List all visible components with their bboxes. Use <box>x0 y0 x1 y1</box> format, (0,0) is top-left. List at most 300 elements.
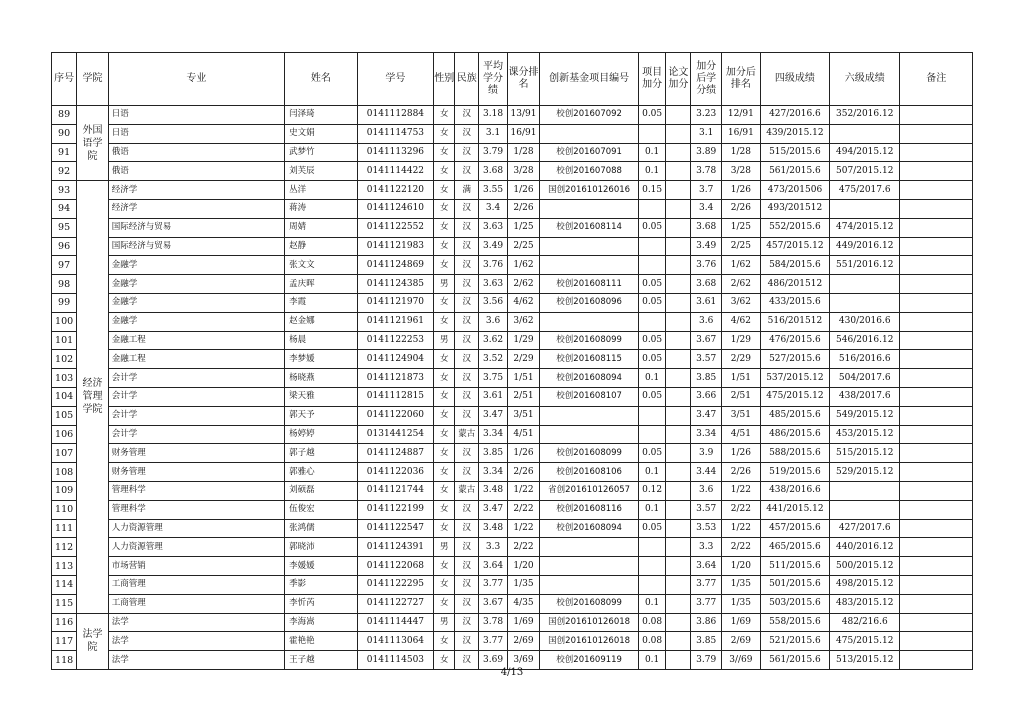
ethnicity-cell: 汉 <box>455 387 479 406</box>
major-cell: 国际经济与贸易 <box>108 218 284 237</box>
adjusted-gpa-cell: 3.76 <box>691 256 721 275</box>
innovation-project-id-cell <box>540 557 639 576</box>
average-gpa-cell: 3.63 <box>479 218 507 237</box>
cet6-score-cell <box>830 500 900 519</box>
ethnicity-cell: 汉 <box>455 124 479 143</box>
serial-number-cell: 103 <box>52 369 77 388</box>
remarks-cell <box>900 538 973 557</box>
column-header: 加分后学分绩 <box>691 53 721 106</box>
student-name-cell: 季影 <box>285 575 357 594</box>
gender-cell: 男 <box>434 275 455 294</box>
adjusted-gpa-cell: 3.6 <box>691 481 721 500</box>
student-id-cell: 0141112815 <box>357 387 434 406</box>
innovation-project-id-cell <box>540 199 639 218</box>
remarks-cell <box>900 256 973 275</box>
cet6-score-cell: 453/2015.12 <box>830 425 900 444</box>
adjusted-rank-cell: 1/35 <box>721 594 760 613</box>
serial-number-cell: 107 <box>52 444 77 463</box>
project-bonus-cell <box>638 575 665 594</box>
adjusted-rank-cell: 3/51 <box>721 406 760 425</box>
serial-number-cell: 101 <box>52 331 77 350</box>
student-name-cell: 李媛媛 <box>285 557 357 576</box>
paper-bonus-cell <box>666 387 691 406</box>
remarks-cell <box>900 500 973 519</box>
gender-cell: 女 <box>434 425 455 444</box>
ethnicity-cell: 汉 <box>455 632 479 651</box>
student-id-cell: 0141121744 <box>357 481 434 500</box>
serial-number-cell: 89 <box>52 106 77 125</box>
gpa-rank-cell: 2/22 <box>507 500 540 519</box>
paper-bonus-cell <box>666 632 691 651</box>
adjusted-gpa-cell: 3.79 <box>691 651 721 670</box>
cet6-score-cell: 529/2015.12 <box>830 463 900 482</box>
cet6-score-cell: 438/2017.6 <box>830 387 900 406</box>
adjusted-rank-cell: 12/91 <box>721 106 760 125</box>
table-row <box>52 143 973 162</box>
major-cell: 日语 <box>108 124 284 143</box>
ethnicity-cell: 汉 <box>455 293 479 312</box>
college-cell: 法学院 <box>77 613 109 669</box>
major-cell: 会计学 <box>108 369 284 388</box>
paper-bonus-cell <box>666 500 691 519</box>
average-gpa-cell: 3.69 <box>479 651 507 670</box>
cet6-score-cell: 549/2015.12 <box>830 406 900 425</box>
table-row <box>52 312 973 331</box>
adjusted-rank-cell: 1/26 <box>721 444 760 463</box>
remarks-cell <box>900 575 973 594</box>
major-cell: 财务管理 <box>108 444 284 463</box>
major-cell: 工商管理 <box>108 575 284 594</box>
gpa-rank-cell: 1/28 <box>507 143 540 162</box>
project-bonus-cell <box>638 256 665 275</box>
student-name-cell: 李忻芮 <box>285 594 357 613</box>
cet4-score-cell: 473/201506 <box>760 181 829 200</box>
column-header: 备注 <box>900 53 973 106</box>
innovation-project-id-cell <box>540 124 639 143</box>
gpa-rank-cell: 3/51 <box>507 406 540 425</box>
student-name-cell: 赵静 <box>285 237 357 256</box>
cet4-score-cell: 503/2015.6 <box>760 594 829 613</box>
student-id-cell: 0141113296 <box>357 143 434 162</box>
gpa-rank-cell: 1/26 <box>507 181 540 200</box>
ethnicity-cell: 蒙古 <box>455 481 479 500</box>
adjusted-rank-cell: 4/51 <box>721 425 760 444</box>
ethnicity-cell: 汉 <box>455 256 479 275</box>
innovation-project-id-cell: 校创201608116 <box>540 500 639 519</box>
cet4-score-cell: 457/2015.6 <box>760 519 829 538</box>
remarks-cell <box>900 481 973 500</box>
adjusted-rank-cell: 1/35 <box>721 575 760 594</box>
innovation-project-id-cell: 校创201608114 <box>540 218 639 237</box>
major-cell: 金融工程 <box>108 350 284 369</box>
header-row <box>52 53 973 106</box>
student-id-cell: 0141114447 <box>357 613 434 632</box>
adjusted-gpa-cell: 3.9 <box>691 444 721 463</box>
innovation-project-id-cell: 校创201608094 <box>540 519 639 538</box>
cet4-score-cell: 439/2015.12 <box>760 124 829 143</box>
table-row <box>52 387 973 406</box>
student-id-cell: 0141122120 <box>357 181 434 200</box>
column-header: 课分排名 <box>507 53 540 106</box>
cet4-score-cell: 552/2015.6 <box>760 218 829 237</box>
innovation-project-id-cell: 校创201608094 <box>540 369 639 388</box>
student-name-cell: 梁天雅 <box>285 387 357 406</box>
adjusted-rank-cell: 1/22 <box>721 519 760 538</box>
cet4-score-cell: 441/2015.12 <box>760 500 829 519</box>
adjusted-gpa-cell: 3.77 <box>691 594 721 613</box>
student-name-cell: 孟庆晖 <box>285 275 357 294</box>
student-name-cell: 李海嵩 <box>285 613 357 632</box>
ethnicity-cell: 汉 <box>455 444 479 463</box>
innovation-project-id-cell <box>540 312 639 331</box>
ethnicity-cell: 汉 <box>455 106 479 125</box>
adjusted-gpa-cell: 3.23 <box>691 106 721 125</box>
adjusted-rank-cell: 3/28 <box>721 162 760 181</box>
remarks-cell <box>900 594 973 613</box>
cet6-score-cell: 475/2017.6 <box>830 181 900 200</box>
ethnicity-cell: 汉 <box>455 519 479 538</box>
project-bonus-cell <box>638 406 665 425</box>
gender-cell: 女 <box>434 256 455 275</box>
gpa-rank-cell: 4/35 <box>507 594 540 613</box>
average-gpa-cell: 3.4 <box>479 199 507 218</box>
cet6-score-cell: 475/2015.12 <box>830 632 900 651</box>
innovation-project-id-cell <box>540 538 639 557</box>
average-gpa-cell: 3.48 <box>479 481 507 500</box>
cet4-score-cell: 516/201512 <box>760 312 829 331</box>
innovation-project-id-cell: 国创201610126016 <box>540 181 639 200</box>
cet6-score-cell <box>830 199 900 218</box>
student-name-cell: 史文娟 <box>285 124 357 143</box>
innovation-project-id-cell: 校创201608107 <box>540 387 639 406</box>
student-id-cell: 0141122068 <box>357 557 434 576</box>
innovation-project-id-cell: 省创201610126057 <box>540 481 639 500</box>
gender-cell: 女 <box>434 387 455 406</box>
gpa-rank-cell: 2/25 <box>507 237 540 256</box>
serial-number-cell: 97 <box>52 256 77 275</box>
adjusted-rank-cell: 2/22 <box>721 538 760 557</box>
adjusted-gpa-cell: 3.86 <box>691 613 721 632</box>
cet4-score-cell: 515/2015.6 <box>760 143 829 162</box>
student-name-cell: 张文文 <box>285 256 357 275</box>
serial-number-cell: 110 <box>52 500 77 519</box>
paper-bonus-cell <box>666 275 691 294</box>
remarks-cell <box>900 444 973 463</box>
average-gpa-cell: 3.68 <box>479 162 507 181</box>
project-bonus-cell: 0.05 <box>638 293 665 312</box>
serial-number-cell: 105 <box>52 406 77 425</box>
student-name-cell: 武梦竹 <box>285 143 357 162</box>
project-bonus-cell: 0.05 <box>638 387 665 406</box>
adjusted-rank-cell: 2/25 <box>721 237 760 256</box>
student-name-cell: 刘硕磊 <box>285 481 357 500</box>
adjusted-gpa-cell: 3.78 <box>691 162 721 181</box>
serial-number-cell: 112 <box>52 538 77 557</box>
ethnicity-cell: 汉 <box>455 575 479 594</box>
cet4-score-cell: 558/2015.6 <box>760 613 829 632</box>
ethnicity-cell: 汉 <box>455 651 479 670</box>
cet4-score-cell: 588/2015.6 <box>760 444 829 463</box>
student-id-cell: 0141122060 <box>357 406 434 425</box>
student-id-cell: 0141114753 <box>357 124 434 143</box>
student-name-cell: 郭晓沛 <box>285 538 357 557</box>
gpa-rank-cell: 16/91 <box>507 124 540 143</box>
gender-cell: 女 <box>434 162 455 181</box>
cet6-score-cell: 482/216.6 <box>830 613 900 632</box>
innovation-project-id-cell <box>540 425 639 444</box>
ethnicity-cell: 汉 <box>455 218 479 237</box>
adjusted-gpa-cell: 3.7 <box>691 181 721 200</box>
major-cell: 管理科学 <box>108 481 284 500</box>
ethnicity-cell: 汉 <box>455 463 479 482</box>
major-cell: 会计学 <box>108 406 284 425</box>
table-row <box>52 481 973 500</box>
gender-cell: 女 <box>434 594 455 613</box>
cet6-score-cell: 440/2016.12 <box>830 538 900 557</box>
column-header: 姓名 <box>285 53 357 106</box>
gpa-rank-cell: 1/26 <box>507 444 540 463</box>
gender-cell: 女 <box>434 181 455 200</box>
gender-cell: 女 <box>434 350 455 369</box>
remarks-cell <box>900 632 973 651</box>
cet6-score-cell: 483/2015.12 <box>830 594 900 613</box>
adjusted-rank-cell: 2/29 <box>721 350 760 369</box>
cet6-score-cell: 352/2016.12 <box>830 106 900 125</box>
table-row <box>52 293 973 312</box>
gender-cell: 女 <box>434 293 455 312</box>
cet6-score-cell: 474/2015.12 <box>830 218 900 237</box>
project-bonus-cell: 0.1 <box>638 162 665 181</box>
cet6-score-cell <box>830 293 900 312</box>
table-row <box>52 500 973 519</box>
average-gpa-cell: 3.48 <box>479 519 507 538</box>
project-bonus-cell <box>638 124 665 143</box>
major-cell: 金融学 <box>108 275 284 294</box>
student-id-cell: 0141124385 <box>357 275 434 294</box>
student-id-cell: 0141112884 <box>357 106 434 125</box>
major-cell: 金融学 <box>108 293 284 312</box>
cet4-score-cell: 519/2015.6 <box>760 463 829 482</box>
remarks-cell <box>900 275 973 294</box>
gpa-rank-cell: 2/62 <box>507 275 540 294</box>
serial-number-cell: 93 <box>52 181 77 200</box>
cet4-score-cell: 476/2015.6 <box>760 331 829 350</box>
serial-number-cell: 106 <box>52 425 77 444</box>
cet6-score-cell: 516/2016.6 <box>830 350 900 369</box>
adjusted-gpa-cell: 3.85 <box>691 369 721 388</box>
student-name-cell: 伍俊宏 <box>285 500 357 519</box>
major-cell: 管理科学 <box>108 500 284 519</box>
adjusted-rank-cell: 2/26 <box>721 199 760 218</box>
serial-number-cell: 111 <box>52 519 77 538</box>
innovation-project-id-cell: 校创201608099 <box>540 444 639 463</box>
major-cell: 金融学 <box>108 312 284 331</box>
serial-number-cell: 92 <box>52 162 77 181</box>
paper-bonus-cell <box>666 237 691 256</box>
average-gpa-cell: 3.77 <box>479 575 507 594</box>
cet4-score-cell: 511/2015.6 <box>760 557 829 576</box>
student-name-cell: 张鸿儒 <box>285 519 357 538</box>
major-cell: 工商管理 <box>108 594 284 613</box>
remarks-cell <box>900 106 973 125</box>
innovation-project-id-cell <box>540 575 639 594</box>
remarks-cell <box>900 463 973 482</box>
project-bonus-cell <box>638 538 665 557</box>
ethnicity-cell: 汉 <box>455 275 479 294</box>
table-row <box>52 124 973 143</box>
gender-cell: 女 <box>434 237 455 256</box>
student-id-cell: 0141122253 <box>357 331 434 350</box>
cet4-score-cell: 527/2015.6 <box>760 350 829 369</box>
adjusted-gpa-cell: 3.77 <box>691 575 721 594</box>
paper-bonus-cell <box>666 106 691 125</box>
average-gpa-cell: 3.75 <box>479 369 507 388</box>
table-row <box>52 575 973 594</box>
serial-number-cell: 118 <box>52 651 77 670</box>
major-cell: 金融学 <box>108 256 284 275</box>
cet4-score-cell: 486/201512 <box>760 275 829 294</box>
remarks-cell <box>900 199 973 218</box>
student-name-cell: 杨晨 <box>285 331 357 350</box>
college-cell: 外国语学院 <box>77 106 109 181</box>
column-header: 民族 <box>455 53 479 106</box>
serial-number-cell: 91 <box>52 143 77 162</box>
average-gpa-cell: 3.62 <box>479 331 507 350</box>
average-gpa-cell: 3.34 <box>479 463 507 482</box>
average-gpa-cell: 3.78 <box>479 613 507 632</box>
table-row <box>52 444 973 463</box>
cet4-score-cell: 584/2015.6 <box>760 256 829 275</box>
student-name-cell: 王子越 <box>285 651 357 670</box>
paper-bonus-cell <box>666 199 691 218</box>
column-header: 六级成绩 <box>830 53 900 106</box>
table-row <box>52 369 973 388</box>
innovation-project-id-cell: 校创201608115 <box>540 350 639 369</box>
major-cell: 经济学 <box>108 181 284 200</box>
serial-number-cell: 108 <box>52 463 77 482</box>
adjusted-rank-cell: 1/28 <box>721 143 760 162</box>
remarks-cell <box>900 406 973 425</box>
column-header: 创新基金项目编号 <box>540 53 639 106</box>
page-number: 4/13 <box>500 667 524 678</box>
serial-number-cell: 115 <box>52 594 77 613</box>
gpa-rank-cell: 1/22 <box>507 519 540 538</box>
table-row <box>52 425 973 444</box>
cet6-score-cell: 504/2017.6 <box>830 369 900 388</box>
average-gpa-cell: 3.63 <box>479 275 507 294</box>
project-bonus-cell: 0.05 <box>638 350 665 369</box>
serial-number-cell: 94 <box>52 199 77 218</box>
adjusted-gpa-cell: 3.44 <box>691 463 721 482</box>
paper-bonus-cell <box>666 575 691 594</box>
remarks-cell <box>900 181 973 200</box>
serial-number-cell: 102 <box>52 350 77 369</box>
adjusted-gpa-cell: 3.34 <box>691 425 721 444</box>
student-id-cell: 0141121873 <box>357 369 434 388</box>
serial-number-cell: 114 <box>52 575 77 594</box>
student-id-cell: 0141114503 <box>357 651 434 670</box>
adjusted-gpa-cell: 3.6 <box>691 312 721 331</box>
paper-bonus-cell <box>666 369 691 388</box>
cet6-score-cell: 449/2016.12 <box>830 237 900 256</box>
ethnicity-cell: 汉 <box>455 538 479 557</box>
remarks-cell <box>900 124 973 143</box>
adjusted-rank-cell: 4/62 <box>721 312 760 331</box>
innovation-project-id-cell: 校创201607091 <box>540 143 639 162</box>
column-header: 学院 <box>77 53 109 106</box>
column-header: 学号 <box>357 53 434 106</box>
innovation-project-id-cell <box>540 237 639 256</box>
student-name-cell: 杨晓燕 <box>285 369 357 388</box>
paper-bonus-cell <box>666 613 691 632</box>
gender-cell: 女 <box>434 218 455 237</box>
student-name-cell: 蒋涛 <box>285 199 357 218</box>
student-name-cell: 刘芙辰 <box>285 162 357 181</box>
remarks-cell <box>900 162 973 181</box>
cet6-score-cell: 500/2015.12 <box>830 557 900 576</box>
cet4-score-cell: 501/2015.6 <box>760 575 829 594</box>
adjusted-gpa-cell: 3.47 <box>691 406 721 425</box>
project-bonus-cell: 0.1 <box>638 651 665 670</box>
gender-cell: 男 <box>434 613 455 632</box>
cet6-score-cell: 494/2015.12 <box>830 143 900 162</box>
gender-cell: 女 <box>434 124 455 143</box>
cet4-score-cell: 457/2015.12 <box>760 237 829 256</box>
student-id-cell: 0141122552 <box>357 218 434 237</box>
major-cell: 俄语 <box>108 143 284 162</box>
table-row <box>52 538 973 557</box>
column-header: 专业 <box>108 53 284 106</box>
major-cell: 法学 <box>108 632 284 651</box>
gender-cell: 男 <box>434 331 455 350</box>
adjusted-gpa-cell: 3.61 <box>691 293 721 312</box>
gender-cell: 女 <box>434 369 455 388</box>
paper-bonus-cell <box>666 519 691 538</box>
adjusted-rank-cell: 2/22 <box>721 500 760 519</box>
cet6-score-cell <box>830 124 900 143</box>
adjusted-gpa-cell: 3.57 <box>691 350 721 369</box>
project-bonus-cell <box>638 312 665 331</box>
adjusted-rank-cell: 1/26 <box>721 181 760 200</box>
gender-cell: 女 <box>434 519 455 538</box>
paper-bonus-cell <box>666 444 691 463</box>
adjusted-rank-cell: 1/69 <box>721 613 760 632</box>
gender-cell: 女 <box>434 575 455 594</box>
major-cell: 金融工程 <box>108 331 284 350</box>
remarks-cell <box>900 557 973 576</box>
major-cell: 俄语 <box>108 162 284 181</box>
project-bonus-cell: 0.1 <box>638 594 665 613</box>
adjusted-gpa-cell: 3.53 <box>691 519 721 538</box>
table-row <box>52 237 973 256</box>
gpa-rank-cell: 1/51 <box>507 369 540 388</box>
paper-bonus-cell <box>666 293 691 312</box>
paper-bonus-cell <box>666 256 691 275</box>
table-row <box>52 275 973 294</box>
cet4-score-cell: 561/2015.6 <box>760 651 829 670</box>
innovation-project-id-cell: 校创201608111 <box>540 275 639 294</box>
ethnicity-cell: 满 <box>455 181 479 200</box>
cet4-score-cell: 485/2015.6 <box>760 406 829 425</box>
gender-cell: 女 <box>434 406 455 425</box>
cet4-score-cell: 561/2015.6 <box>760 162 829 181</box>
adjusted-gpa-cell: 3.64 <box>691 557 721 576</box>
ethnicity-cell: 汉 <box>455 162 479 181</box>
gender-cell: 女 <box>434 199 455 218</box>
gpa-rank-cell: 1/62 <box>507 256 540 275</box>
table-row <box>52 594 973 613</box>
average-gpa-cell: 3.49 <box>479 237 507 256</box>
